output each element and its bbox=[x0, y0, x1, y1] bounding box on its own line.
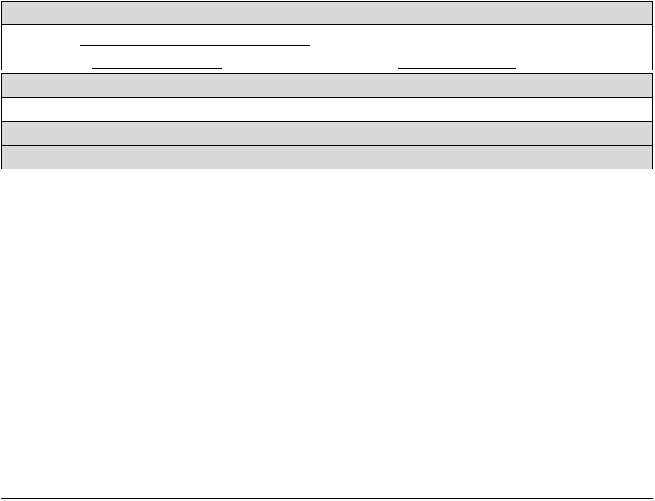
section-header-criteria bbox=[1, 73, 653, 97]
evaluation-form bbox=[1, 1, 654, 499]
position-field[interactable] bbox=[398, 68, 516, 69]
surveyor-field[interactable] bbox=[92, 68, 222, 69]
section-header-contact bbox=[1, 1, 653, 24]
project-name-field[interactable] bbox=[80, 45, 310, 46]
criteria-row bbox=[1, 97, 653, 121]
contact-fields bbox=[1, 24, 653, 70]
section-header-scoring bbox=[1, 121, 653, 145]
table-bottom-border bbox=[1, 498, 653, 499]
score-header-row bbox=[1, 145, 653, 169]
